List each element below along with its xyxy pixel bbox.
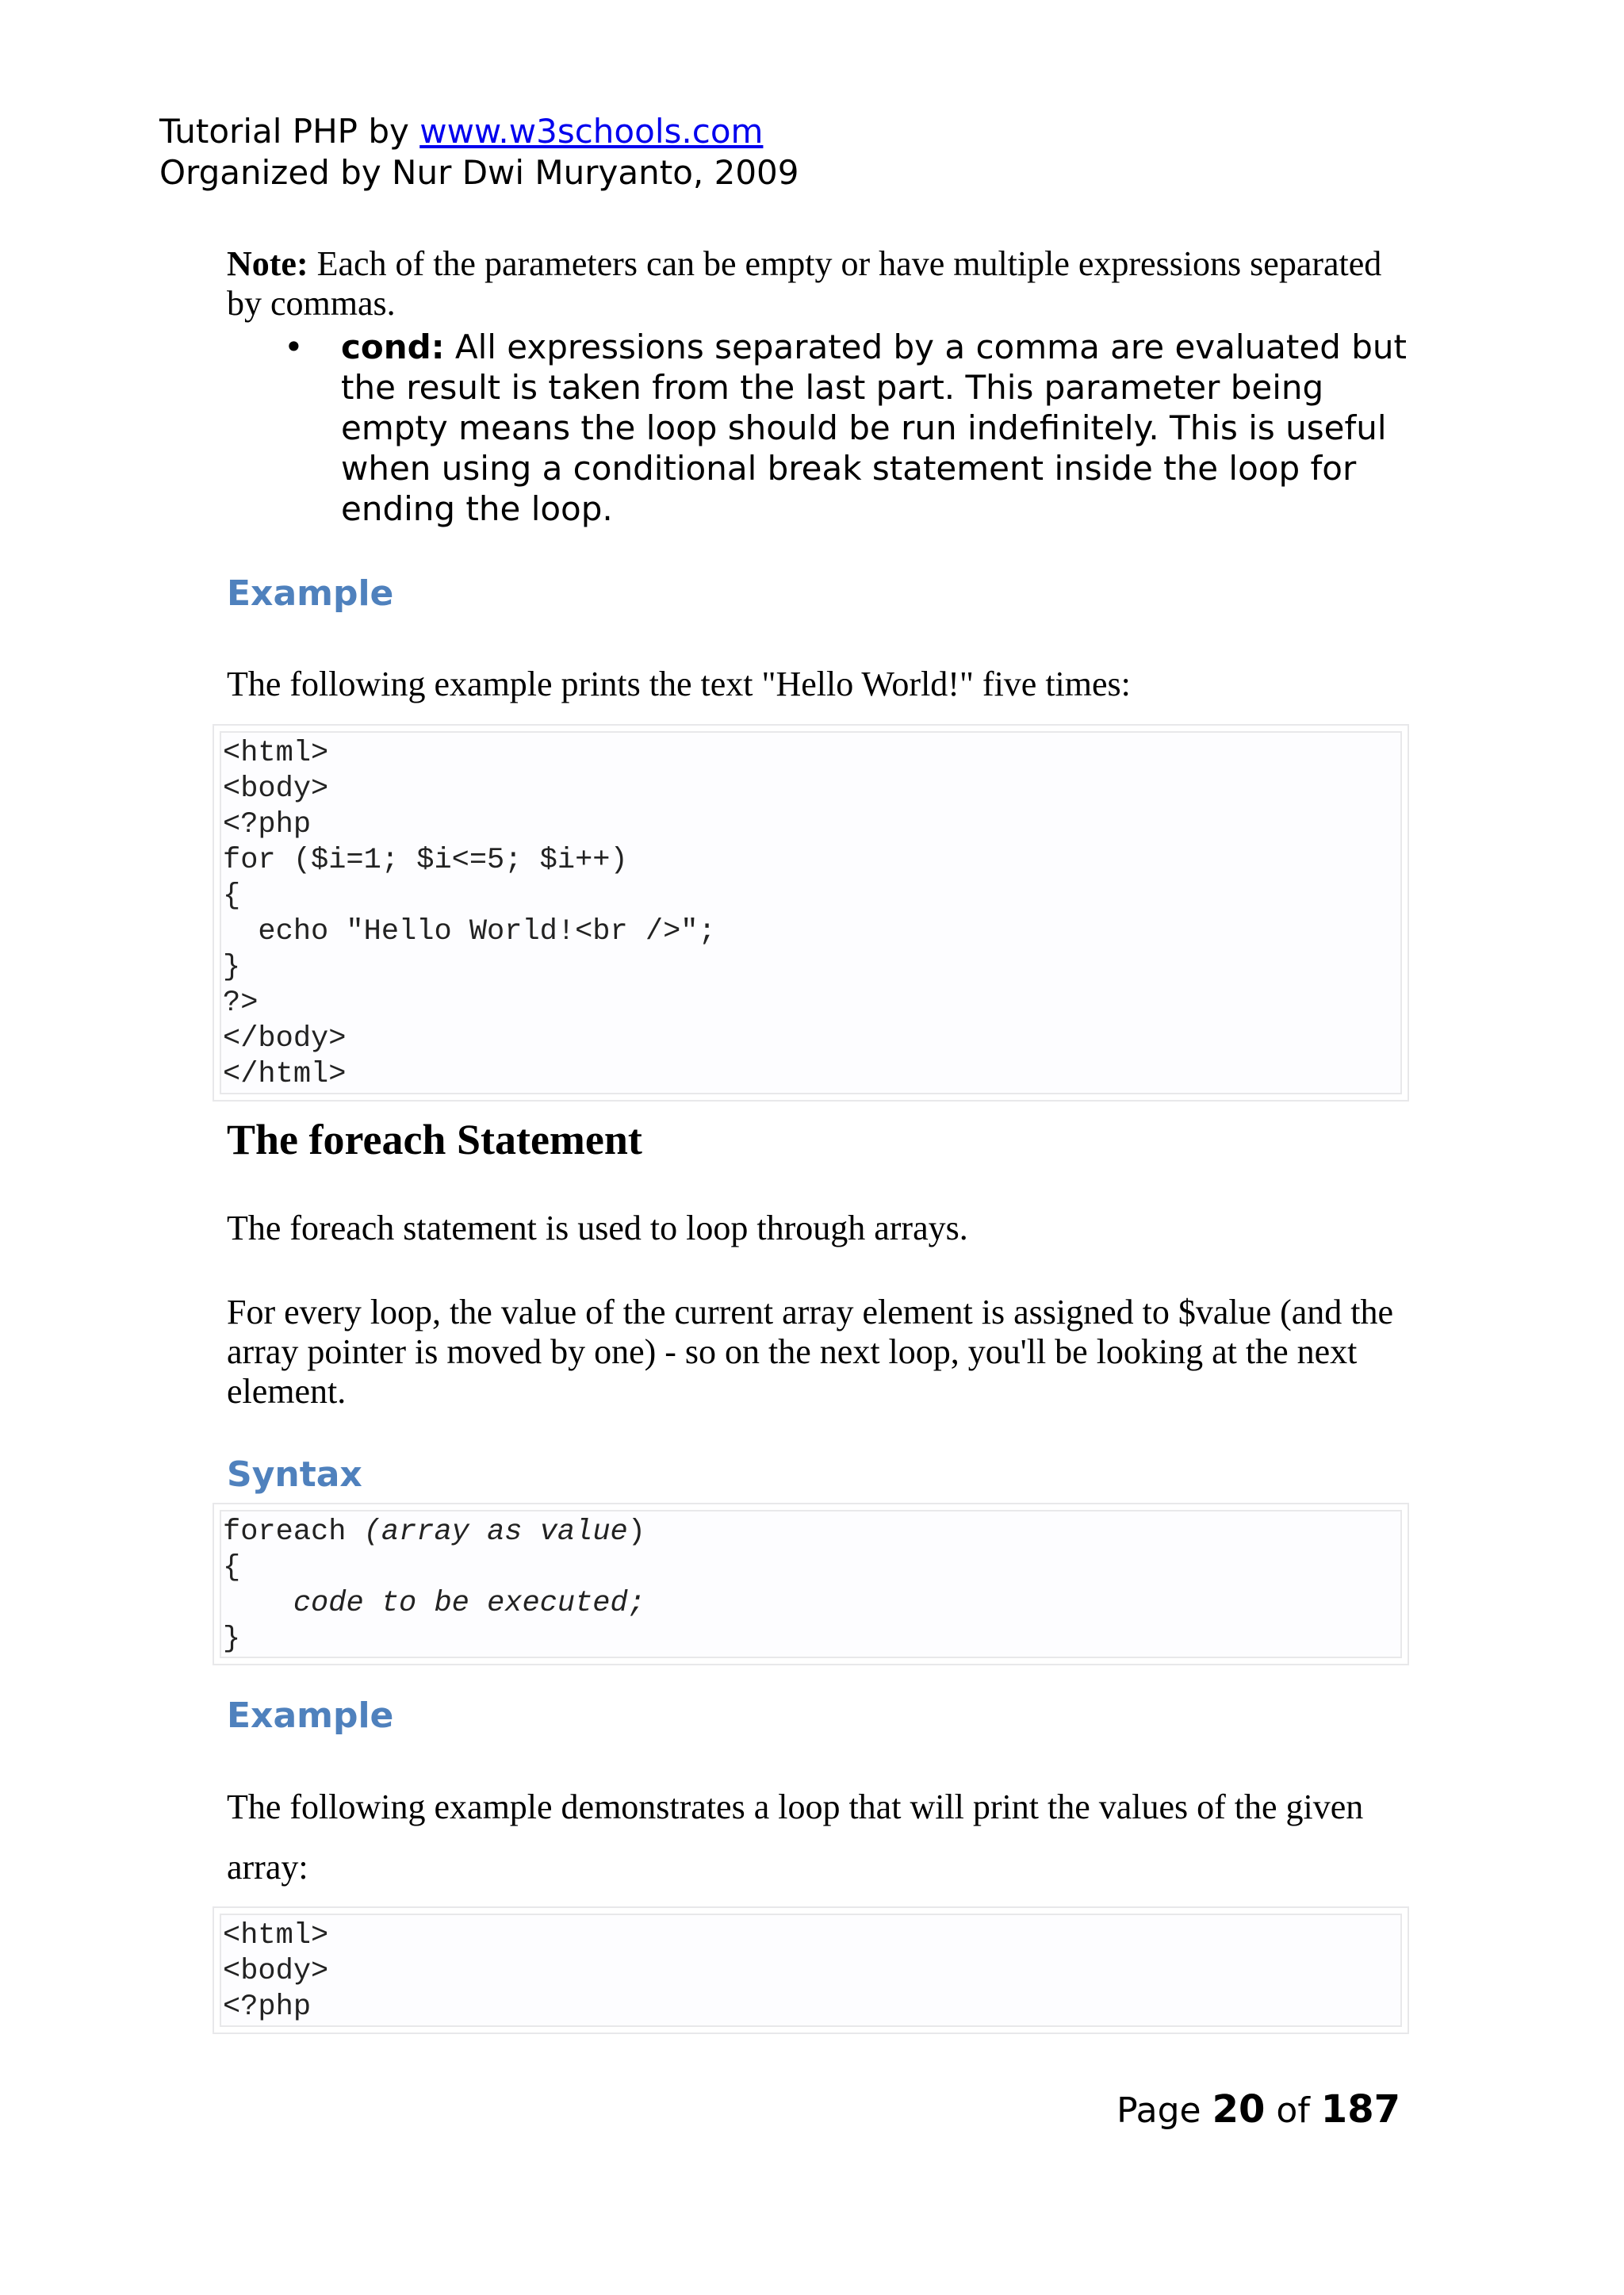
syntax-code-block: [213, 1503, 1409, 1665]
syntax-code: foreach (array as value) { code to be executed; }: [220, 1510, 1402, 1658]
paragraph: For every loop, the value of the current array element is assigned to $value (and the array pointer is moved by one) - so on the next loop, you'll be looking at the next element.: [227, 1293, 1394, 1411]
code-block: [213, 1906, 1409, 2034]
code-text: <html> <body> <?php for ($i=1; $i<=5; $i++) { echo "Hello World!<br />"; } ?> </body> </html>: [220, 731, 1402, 1094]
w3schools-link[interactable]: www.w3schools.com: [419, 112, 764, 151]
code-text: <html> <body> <?php: [220, 1914, 1402, 2027]
example-intro-cont: array:: [227, 1848, 308, 1887]
example-heading: Example: [227, 1695, 394, 1736]
bullet-text: All expressions separated by a comma are evaluated but the result is taken from the last part. This parameter being empty means the loop should be run indefinitely. This is useful when using a conditional break statement inside the loop for ending the loop.: [341, 328, 1407, 528]
note-label: Note:: [227, 244, 308, 283]
page-number: Page 20 of 187: [1116, 2087, 1400, 2132]
section-heading: The foreach Statement: [227, 1116, 642, 1163]
header-line-1: [159, 111, 763, 152]
header-title: Tutorial PHP by: [159, 112, 420, 151]
example-intro: The following example demonstrates a loop that will print the values of the given: [227, 1787, 1364, 1826]
code-block: [213, 724, 1409, 1102]
header-line-2: Organized by Nur Dwi Muryanto, 2009: [159, 153, 799, 192]
example-heading: Example: [227, 573, 394, 614]
bullet-term: cond:: [341, 328, 445, 366]
syntax-heading: Syntax: [227, 1454, 362, 1495]
note-text: Each of the parameters can be empty or have multiple expressions separated by commas.: [227, 244, 1382, 323]
note-paragraph: [227, 244, 1400, 324]
example-intro: The following example prints the text "Hello World!" five times:: [227, 665, 1131, 703]
bullet-icon: •: [284, 328, 304, 366]
paragraph: The foreach statement is used to loop through arrays.: [227, 1209, 968, 1247]
